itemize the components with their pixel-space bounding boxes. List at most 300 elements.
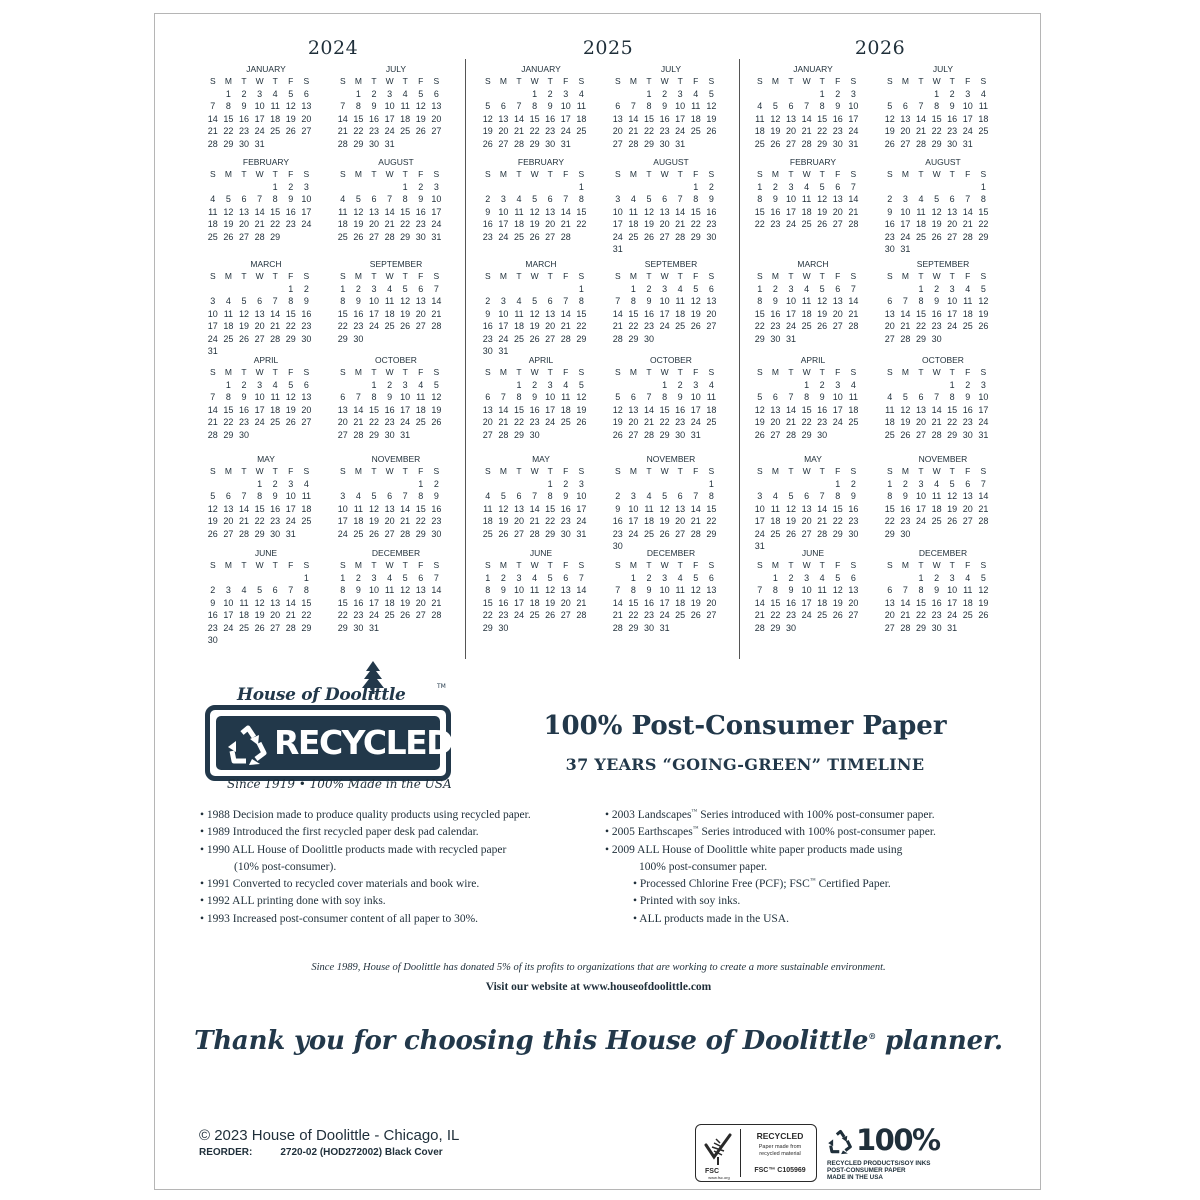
day-cell — [252, 429, 268, 442]
day-cell: 19 — [659, 516, 670, 526]
day-cell: 6 — [804, 491, 810, 501]
day-cell: 7 — [615, 585, 621, 595]
day-cell: 1 — [578, 181, 584, 192]
day-cell: 29 — [817, 138, 828, 149]
day-cell: 2 — [708, 181, 714, 192]
day-cell: 3 — [980, 379, 986, 390]
day-cell: 14 — [628, 113, 639, 124]
day-cell: 30 — [529, 429, 540, 440]
day-cell: 29 — [931, 138, 942, 149]
day-cell: 7 — [630, 101, 636, 111]
year-title: 2026 — [854, 37, 906, 59]
day-of-week-label: T — [241, 367, 247, 377]
day-cell: 13 — [238, 206, 249, 217]
badge-line: MADE IN THE USA — [827, 1174, 883, 1181]
day-cell: 10 — [301, 194, 312, 204]
timeline-item: • 1993 Increased post-consumer content of all paper to 30%. — [200, 912, 479, 925]
day-of-week-label: S — [209, 560, 216, 570]
day-cell: 26 — [978, 610, 989, 620]
day-cell: 28 — [238, 528, 249, 539]
day-cell: 28 — [675, 231, 686, 242]
day-cell: 15 — [754, 206, 765, 217]
month-name: JULY — [660, 64, 682, 74]
day-cell — [799, 333, 815, 346]
day-of-week-label: W — [385, 169, 394, 179]
day-cell: 14 — [848, 296, 859, 306]
day-cell: 17 — [785, 308, 796, 319]
day-cell: 18 — [770, 516, 781, 526]
badge-line: POST-CONSUMER PAPER — [827, 1167, 906, 1174]
day-cell: 27 — [415, 321, 426, 331]
trademark-mark: ™ — [691, 809, 698, 815]
day-of-week-label: F — [693, 271, 699, 281]
day-cell — [283, 138, 299, 151]
day-cell: 8 — [578, 296, 584, 306]
day-cell: 27 — [915, 429, 926, 440]
day-cell — [429, 622, 445, 635]
day-cell: 24 — [254, 126, 265, 136]
day-cell: 15 — [254, 503, 265, 514]
day-cell: 6 — [563, 572, 569, 583]
day-cell: 10 — [832, 392, 843, 402]
day-cell: 3 — [402, 379, 408, 390]
day-cell: 17 — [915, 503, 926, 514]
day-cell: 31 — [675, 138, 686, 149]
month-name: OCTOBER — [650, 355, 692, 365]
day-cell: 1 — [547, 478, 553, 489]
day-cell: 15 — [817, 113, 828, 124]
fsc-divider — [740, 1129, 741, 1177]
day-cell: 26 — [254, 622, 265, 633]
day-cell: 23 — [238, 126, 249, 136]
day-of-week-label: S — [303, 169, 310, 179]
day-cell: 29 — [415, 528, 426, 539]
day-cell: 10 — [690, 392, 701, 402]
day-cell: 4 — [646, 491, 652, 501]
day-cell: 5 — [532, 296, 538, 306]
day-cell: 16 — [884, 219, 895, 229]
day-cell: 29 — [754, 333, 765, 344]
month-october — [610, 355, 732, 441]
day-cell: 2 — [772, 181, 778, 192]
day-cell: 25 — [482, 528, 493, 539]
day-cell: 29 — [690, 231, 701, 242]
day-cell: 12 — [353, 206, 364, 217]
day-cell: 24 — [628, 528, 639, 539]
day-of-week-label: W — [255, 560, 264, 570]
day-cell: 14 — [690, 503, 701, 514]
logo-recycled-box — [205, 705, 451, 781]
day-cell: 6 — [387, 491, 393, 501]
day-cell: 24 — [384, 126, 395, 136]
day-cell: 1 — [630, 572, 636, 583]
day-cell: 12 — [529, 206, 540, 217]
month-january — [752, 64, 874, 150]
day-cell: 24 — [690, 417, 701, 427]
day-cell: 6 — [918, 392, 924, 402]
day-cell: 7 — [355, 392, 361, 402]
day-of-week-label: S — [614, 271, 621, 281]
day-cell: 11 — [691, 101, 701, 111]
day-cell: 3 — [303, 181, 309, 192]
day-cell: 13 — [659, 206, 670, 217]
day-cell: 16 — [962, 404, 973, 415]
day-of-week-label: S — [339, 560, 346, 570]
day-of-week-label: T — [371, 560, 377, 570]
day-cell: 26 — [612, 429, 623, 440]
day-of-week-label: W — [385, 76, 394, 86]
day-cell: 9 — [819, 392, 825, 402]
day-cell: 23 — [270, 516, 281, 526]
day-cell: 13 — [848, 585, 859, 595]
day-cell: 9 — [355, 585, 361, 595]
day-cell: 17 — [368, 597, 379, 608]
day-cell: 10 — [513, 585, 524, 595]
day-cell: 21 — [962, 219, 973, 229]
day-cell: 31 — [848, 138, 859, 149]
day-cell: 26 — [706, 126, 717, 136]
day-cell: 30 — [353, 622, 364, 633]
day-cell: 17 — [368, 308, 379, 319]
day-cell: 21 — [754, 610, 765, 620]
day-cell: 10 — [947, 585, 958, 595]
day-cell — [267, 283, 283, 296]
day-cell: 17 — [337, 516, 348, 526]
day-cell: 30 — [482, 346, 493, 356]
day-cell: 13 — [915, 404, 926, 415]
day-cell: 28 — [848, 321, 859, 331]
thank-you-message — [155, 1026, 1042, 1056]
day-cell: 25 — [384, 321, 395, 331]
day-cell: 7 — [563, 296, 569, 306]
day-of-week-label: S — [708, 560, 715, 570]
day-cell: 3 — [850, 88, 856, 99]
day-cell: 1 — [355, 88, 361, 99]
day-cell: 23 — [962, 417, 973, 427]
day-cell: 26 — [400, 321, 411, 331]
day-cell: 14 — [400, 503, 411, 514]
day-cell: 28 — [560, 333, 571, 344]
day-cell: 10 — [576, 491, 587, 501]
day-of-week-label: M — [901, 560, 909, 570]
day-cell: 16 — [238, 113, 249, 124]
day-cell: 29 — [337, 622, 348, 633]
day-cell: 8 — [918, 296, 924, 306]
day-cell: 14 — [675, 206, 686, 217]
day-cell: 9 — [485, 308, 491, 319]
day-cell: 13 — [785, 113, 796, 124]
day-cell: 1 — [693, 181, 699, 192]
day-of-week-label: F — [835, 76, 841, 86]
day-of-week-label: W — [802, 271, 811, 281]
day-cell: 8 — [772, 585, 778, 595]
day-cell: 3 — [225, 585, 231, 595]
day-cell: 27 — [384, 528, 395, 539]
day-cell: 16 — [785, 597, 796, 608]
day-of-week-label: T — [677, 367, 683, 377]
day-cell — [205, 88, 221, 101]
day-cell: 10 — [368, 585, 379, 595]
day-cell: 10 — [368, 296, 379, 306]
day-cell: 3 — [804, 572, 810, 583]
day-cell: 22 — [337, 321, 348, 331]
day-cell: 23 — [353, 321, 364, 331]
day-cell: 22 — [545, 516, 556, 526]
day-cell: 26 — [832, 610, 843, 620]
day-cell — [397, 622, 413, 635]
day-cell: 15 — [353, 113, 364, 124]
day-cell: 25 — [223, 333, 234, 344]
day-cell: 12 — [690, 296, 701, 306]
day-cell: 20 — [337, 417, 348, 427]
day-cell — [657, 243, 673, 256]
day-cell: 30 — [270, 528, 281, 539]
day-cell: 30 — [848, 528, 859, 539]
day-cell — [221, 283, 237, 296]
day-cell: 4 — [418, 379, 424, 390]
day-cell: 28 — [754, 622, 765, 633]
day-cell: 5 — [708, 88, 714, 99]
month-may — [480, 454, 602, 540]
day-cell — [882, 379, 898, 392]
day-of-week-label: S — [339, 76, 346, 86]
day-cell: 25 — [931, 516, 942, 526]
day-of-week-label: T — [788, 466, 794, 476]
day-of-week-label: M — [499, 76, 507, 86]
day-cell: 8 — [980, 194, 986, 204]
calendar-back-cover — [154, 13, 1041, 1190]
day-cell: 12 — [400, 585, 411, 595]
timeline-item: • 1991 Converted to recycled cover materials and book wire. — [200, 878, 480, 891]
day-cell: 19 — [545, 597, 556, 608]
day-of-week-label: S — [708, 367, 715, 377]
day-of-week-label: T — [677, 466, 683, 476]
month-grid — [752, 270, 874, 345]
day-cell: 29 — [353, 138, 364, 149]
day-cell: 29 — [628, 333, 639, 344]
day-cell: 30 — [431, 528, 442, 539]
day-of-week-label: W — [530, 466, 539, 476]
month-grid — [480, 168, 602, 243]
day-cell: 26 — [785, 528, 796, 539]
day-cell: 7 — [980, 478, 986, 489]
day-cell: 21 — [612, 321, 623, 331]
day-cell: 7 — [500, 392, 506, 402]
day-cell: 25 — [690, 126, 701, 136]
day-cell — [688, 333, 704, 346]
day-cell: 5 — [210, 491, 216, 501]
day-of-week-label: T — [677, 76, 683, 86]
day-cell: 24 — [612, 231, 623, 242]
month-grid — [882, 465, 1004, 540]
month-december — [335, 548, 457, 634]
day-cell: 4 — [563, 379, 569, 390]
day-cell: 29 — [482, 622, 493, 633]
day-of-week-label: W — [385, 367, 394, 377]
day-cell: 5 — [693, 283, 699, 294]
day-cell: 12 — [529, 308, 540, 319]
day-cell: 28 — [270, 333, 281, 344]
day-cell — [511, 181, 527, 194]
day-cell: 17 — [254, 404, 265, 415]
day-cell: 9 — [662, 101, 668, 111]
day-cell: 26 — [770, 138, 781, 149]
day-cell: 11 — [706, 392, 717, 402]
day-cell — [768, 88, 784, 101]
day-cell: 13 — [962, 491, 973, 501]
day-cell: 6 — [340, 392, 346, 402]
day-cell: 10 — [223, 597, 234, 608]
day-cell: 6 — [303, 88, 309, 99]
day-cell — [527, 283, 543, 296]
day-cell: 18 — [482, 516, 493, 526]
day-cell: 22 — [529, 126, 540, 136]
day-cell: 18 — [560, 404, 571, 415]
day-of-week-label: F — [965, 367, 971, 377]
day-cell: 26 — [285, 417, 296, 427]
day-of-week-label: M — [224, 169, 232, 179]
day-of-week-label: S — [303, 560, 310, 570]
day-cell: 26 — [931, 231, 942, 242]
day-of-week-label: W — [932, 169, 941, 179]
day-cell: 14 — [915, 113, 926, 124]
day-cell: 27 — [884, 622, 895, 633]
day-cell — [299, 634, 315, 647]
day-cell: 27 — [801, 528, 812, 539]
day-cell: 2 — [850, 478, 856, 489]
day-cell: 12 — [223, 206, 234, 217]
day-cell: 5 — [578, 379, 584, 390]
day-cell: 4 — [772, 491, 778, 501]
day-of-week-label: T — [402, 466, 408, 476]
day-of-week-label: S — [708, 466, 715, 476]
day-cell: 4 — [485, 491, 491, 501]
day-cell: 12 — [612, 404, 623, 415]
day-cell: 4 — [918, 194, 924, 204]
day-of-week-label: W — [932, 466, 941, 476]
day-cell: 30 — [832, 138, 843, 149]
day-cell: 3 — [433, 181, 439, 192]
day-cell: 28 — [207, 429, 218, 440]
day-cell: 27 — [770, 429, 781, 440]
month-december — [610, 548, 732, 634]
day-of-week-label: S — [578, 367, 585, 377]
day-cell: 22 — [978, 219, 989, 229]
day-cell: 8 — [757, 296, 763, 306]
day-cell — [783, 478, 799, 491]
day-cell — [335, 88, 351, 101]
day-cell: 6 — [272, 585, 278, 595]
month-grid — [882, 168, 1004, 256]
day-cell: 12 — [931, 206, 942, 217]
timeline-item — [605, 842, 1025, 859]
timeline-left-column — [200, 807, 600, 928]
day-of-week-label: F — [563, 271, 569, 281]
day-cell: 14 — [337, 113, 348, 124]
day-of-week-label: W — [932, 367, 941, 377]
day-of-week-label: W — [255, 367, 264, 377]
day-cell: 12 — [431, 392, 442, 402]
day-cell — [830, 333, 846, 346]
day-cell: 1 — [662, 379, 668, 390]
timeline-text: Series introduced with 100% post-consumer paper. — [697, 809, 935, 821]
month-june — [480, 548, 602, 634]
day-cell: 13 — [884, 308, 895, 319]
day-cell — [799, 622, 815, 635]
day-cell: 11 — [963, 296, 973, 306]
day-cell: 22 — [754, 321, 765, 331]
day-cell — [898, 88, 914, 101]
day-cell — [814, 622, 830, 635]
day-cell: 20 — [962, 503, 973, 514]
day-cell: 10 — [978, 392, 989, 402]
day-cell: 12 — [706, 101, 717, 111]
month-june — [752, 548, 874, 634]
day-cell: 16 — [848, 503, 859, 514]
day-cell: 26 — [353, 231, 364, 242]
day-cell: 23 — [770, 321, 781, 331]
day-cell: 1 — [516, 379, 522, 390]
day-cell: 1 — [288, 283, 294, 294]
day-cell: 29 — [832, 528, 843, 539]
day-of-week-label: T — [646, 367, 652, 377]
day-cell: 3 — [371, 283, 377, 294]
day-of-week-label: W — [660, 169, 669, 179]
day-cell: 6 — [418, 572, 424, 583]
day-cell — [366, 181, 382, 194]
day-cell: 11 — [239, 597, 249, 608]
day-cell: 8 — [949, 392, 955, 402]
day-cell — [221, 181, 237, 194]
day-cell — [846, 622, 862, 635]
day-cell: 29 — [801, 429, 812, 440]
day-cell: 16 — [353, 597, 364, 608]
day-cell: 25 — [400, 126, 411, 136]
day-cell: 8 — [257, 491, 263, 501]
day-of-week-label: S — [578, 271, 585, 281]
day-cell: 5 — [887, 101, 893, 111]
month-name: JANUARY — [246, 64, 286, 74]
day-cell: 15 — [915, 597, 926, 608]
day-cell: 18 — [238, 610, 249, 620]
day-cell: 18 — [415, 404, 426, 415]
day-cell: 3 — [630, 491, 636, 501]
day-cell: 19 — [884, 126, 895, 136]
month-grid — [335, 168, 457, 243]
day-of-week-label: T — [241, 169, 247, 179]
day-of-week-label: T — [272, 169, 278, 179]
day-cell: 10 — [285, 491, 296, 501]
day-cell: 22 — [400, 219, 411, 229]
day-cell: 26 — [947, 516, 958, 526]
month-name: DECEMBER — [371, 548, 421, 558]
day-cell: 10 — [254, 101, 265, 111]
day-cell: 6 — [485, 392, 491, 402]
day-cell: 3 — [340, 491, 346, 501]
day-cell: 7 — [532, 491, 538, 501]
day-cell: 5 — [532, 194, 538, 204]
day-cell: 20 — [301, 404, 312, 415]
day-cell: 29 — [223, 138, 234, 149]
day-cell: 12 — [643, 206, 654, 217]
day-cell: 2 — [371, 88, 377, 99]
day-cell: 18 — [513, 219, 524, 229]
day-cell: 26 — [529, 231, 540, 242]
day-of-week-label: F — [835, 560, 841, 570]
day-of-week-label: S — [756, 169, 763, 179]
day-cell: 3 — [902, 194, 908, 204]
day-cell: 16 — [431, 503, 442, 514]
